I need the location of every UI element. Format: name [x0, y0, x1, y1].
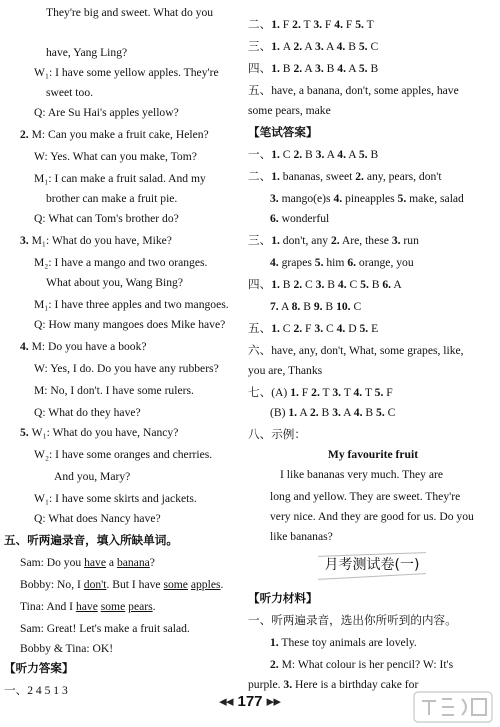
transcript-text: brother can make a fruit pie. [46, 192, 178, 205]
essay-title: My favourite fruit [327, 448, 419, 461]
transcript-line [4, 148, 246, 166]
transcript-text: And you, Mary? [54, 470, 131, 483]
transcript-line [4, 254, 246, 272]
section-heading: 【笔试答案】 [248, 126, 318, 139]
transcript-text: M: No, I don't. I have some rulers. [34, 384, 194, 397]
transcript-text: M₂: I have a mango and two oranges. [34, 256, 208, 269]
transcript-text: M: Can you make a fruit cake, Helen? [31, 128, 209, 141]
answer-line: 三、1. A 2. A 3. A 4. B 5. C [248, 40, 379, 53]
answer-line: some pears, make [248, 104, 331, 117]
exam-section-heading: 一、听两遍录音，选出你所听到的内容。 [248, 614, 457, 627]
exam-line: 1. These toy animals are lovely. [270, 636, 417, 649]
dialog-line: Tina: And I have some pears. [20, 600, 156, 613]
transcript-text: Q: What do they have? [34, 406, 141, 419]
transcript-text: W: Yes. What can you make, Tom? [34, 150, 197, 163]
item-number: 2. [20, 128, 32, 141]
essay-line: long and yellow. They are sweet. They're [270, 490, 461, 503]
double-right-arrow-icon: ▶▶ [266, 696, 281, 707]
answer-line: 六、have, any, don't, What, some grapes, like, [248, 344, 464, 357]
transcript-text: sweet too. [46, 86, 94, 99]
watermark-logo-icon [412, 689, 494, 725]
answer-line: 3. mango(e)s 4. pineapples 5. make, salad [270, 192, 464, 205]
answer-line: 五、have, a banana, don't, some apples, have [248, 84, 459, 97]
transcript-line [4, 126, 246, 144]
transcript-text: M₁: What do you have, Mike? [31, 234, 172, 247]
essay-line: very nice. And they are good for us. Do you [270, 510, 474, 523]
transcript-text: Q: What does Nancy have? [34, 512, 161, 525]
transcript-text: M: Do you have a book? [31, 340, 147, 353]
exam-title: 月考测试卷(一) [310, 552, 434, 578]
answer-line: 4. grapes 5. him 6. orange, you [270, 256, 414, 269]
answer-line: (B) 1. A 2. B 3. A 4. B 5. C [270, 406, 396, 419]
transcript-line [4, 84, 246, 102]
transcript-line [4, 338, 246, 356]
transcript-text: W₁: What do you have, Nancy? [31, 426, 179, 439]
transcript-text: M₁: I have three apples and two mangoes. [34, 298, 229, 311]
transcript-line [4, 510, 246, 528]
answer-line: 四、1. B 2. A 3. B 4. A 5. B [248, 62, 379, 75]
transcript-text: W: Yes, I do. Do you have any rubbers? [34, 362, 219, 375]
essay-line: I like bananas very much. They are [280, 468, 443, 481]
transcript-line [4, 296, 246, 314]
answer-line: 6. wonderful [270, 212, 330, 225]
transcript-line [4, 316, 246, 334]
transcript-line [4, 424, 246, 442]
answer-line: 一、1. C 2. B 3. A 4. A 5. B [248, 148, 379, 161]
transcript-line [4, 490, 246, 508]
dialog-line: Sam: Great! Let's make a fruit salad. [20, 622, 190, 635]
item-number: 4. [20, 340, 32, 353]
transcript-line [4, 232, 246, 250]
transcript-line [4, 44, 246, 62]
answer-line: 二、1. bananas, sweet 2. any, pears, don't [248, 170, 442, 183]
answer-line: you are, Thanks [248, 364, 323, 377]
answer-line: 五、1. C 2. F 3. C 4. D 5. E [248, 322, 379, 335]
answer-line: 一、2 4 5 1 3 [4, 684, 68, 697]
item-number: 3. [20, 234, 32, 247]
transcript-text: They're big and sweet. What do you [46, 6, 214, 19]
transcript-line [4, 4, 246, 22]
transcript-line [4, 210, 246, 228]
exam-line: purple. 3. Here is a birthday cake for [248, 678, 419, 691]
transcript-text: have, Yang Ling? [46, 46, 128, 59]
answer-line: 七、(A) 1. F 2. T 3. T 4. T 5. F [248, 386, 393, 399]
transcript-line [4, 382, 246, 400]
transcript-line [4, 104, 246, 122]
transcript-text: W₂: I have some oranges and cherries. [34, 448, 213, 461]
transcript-text: Q: What can Tom's brother do? [34, 212, 179, 225]
exam-line: 2. M: What colour is her pencil? W: It's [270, 658, 454, 671]
answer-line: 7. A 8. B 9. B 10. C [270, 300, 362, 313]
transcript-line [4, 190, 246, 208]
transcript-line [4, 64, 246, 82]
transcript-text: W₁: I have some skirts and jackets. [34, 492, 197, 505]
transcript-line [4, 404, 246, 422]
transcript-line [4, 274, 246, 292]
listening-answers-heading: 【听力答案】 [4, 662, 74, 675]
answer-line: 八、示例： [248, 428, 306, 441]
transcript-text: Q: Are Su Hai's apples yellow? [34, 106, 179, 119]
transcript-text: M₁: I can make a fruit salad. And my [34, 172, 206, 185]
answer-line: 三、1. don't, any 2. Are, these 3. run [248, 234, 419, 247]
dialog-line: Bobby: No, I don't. But I have some apples. [20, 578, 224, 591]
transcript-line [4, 446, 246, 464]
item-number: 5. [20, 426, 32, 439]
answer-line: 四、1. B 2. C 3. B 4. C 5. B 6. A [248, 278, 402, 291]
dialog-line: Bobby & Tina: OK! [20, 642, 114, 655]
transcript-line [4, 170, 246, 188]
listening-material-heading: 【听力材料】 [248, 592, 318, 605]
transcript-line [4, 468, 246, 486]
transcript-text: W₁: I have some yellow apples. They're [34, 66, 219, 79]
transcript-text: Q: How many mangoes does Mike have? [34, 318, 226, 331]
dialog-line: Sam: Do you have a banana? [20, 556, 155, 569]
listening-section-heading: 五、听两遍录音，填入所缺单词。 [4, 534, 178, 547]
essay-line: like bananas? [270, 530, 333, 543]
transcript-text: What about you, Wang Bing? [46, 276, 183, 289]
transcript-line [4, 360, 246, 378]
double-left-arrow-icon: ◀◀ [219, 696, 234, 707]
answer-line: 二、1. F 2. T 3. F 4. F 5. T [248, 18, 374, 31]
page-number: 177 [237, 693, 263, 710]
